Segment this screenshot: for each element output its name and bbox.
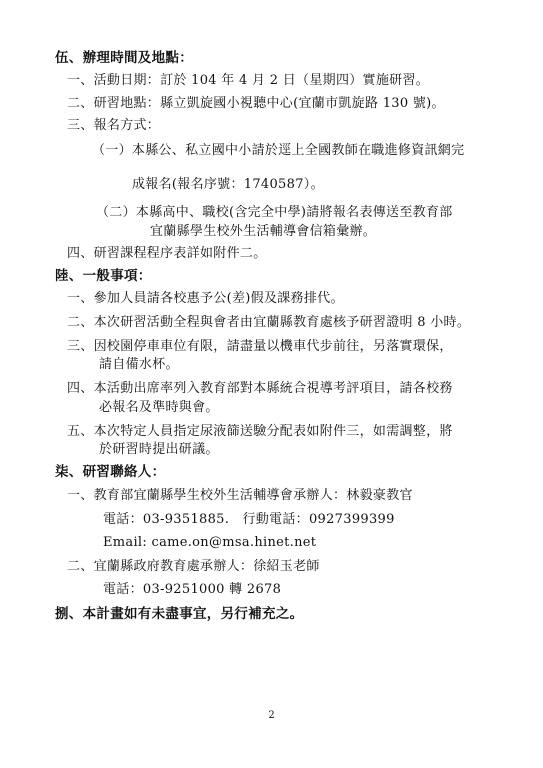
section-5-sub-1-line-1: （一）本縣公、私立國中小請於逕上全國教師在職進修資訊網完 (92, 143, 465, 158)
section-5-item-3: 三、報名方式： (67, 118, 161, 133)
section-7-item-2: 二、宜蘭縣政府教育處承辦人：徐紹玉老師 (67, 559, 320, 574)
section-6-item-3-line-1: 三、因校園停車車位有限，請盡量以機車代步前往，另落實環保， (67, 339, 453, 354)
section-7-item-1: 一、教育部宜蘭縣學生校外生活輔導會承辦人：林毅豪教官 (67, 488, 413, 503)
section-5-item-4: 四、研習課程程序表詳如附件二。 (67, 246, 267, 261)
section-5-sub-1-line-2: 成報名(報名序號：1740587）。 (132, 177, 324, 192)
section-5-sub-2-line-1: （二）本縣高中、職校(含完全中學)請將報名表傳送至教育部 (96, 205, 453, 220)
section-6-item-5-line-1: 五、本次特定人員指定尿液篩送驗分配表如附件三，如需調整，將 (67, 424, 453, 439)
section-6-item-4-line-2: 必報名及準時與會。 (99, 400, 219, 415)
section-5-item-1: 一、活動日期：訂於 104 年 4 月 2 日（星期四）實施研習。 (67, 73, 430, 88)
section-6-item-1: 一、參加人員請各校惠予公(差)假及課務排代。 (67, 291, 344, 306)
section-7-item-1-email: Email: came.on@msa.hinet.net (103, 535, 317, 550)
section-6-item-3-line-2: 請自備水杯。 (99, 357, 179, 372)
section-5-heading: 伍、辦理時間及地點： (55, 50, 193, 66)
section-5-sub-2-line-2: 宜蘭縣學生校外生活輔導會信箱彙辦。 (150, 224, 377, 239)
section-7-item-2-phone: 電話：03-9251000 轉 2678 (103, 582, 282, 597)
section-6-item-5-line-2: 於研習時提出研議。 (99, 442, 219, 457)
section-6-item-4-line-1: 四、本活動出席率列入教育部對本縣統合視導考評項目，請各校務 (67, 381, 453, 396)
section-8-heading: 捌、本計畫如有未盡事宜，另行補充之。 (55, 606, 304, 622)
section-6-item-2: 二、本次研習活動全程與會者由宜蘭縣教育處核予研習證明 8 小時。 (67, 315, 471, 330)
section-7-heading: 柒、研習聯絡人： (55, 464, 166, 480)
section-5-item-2: 二、研習地點：縣立凱旋國小視聽中心(宜蘭市凱旋路 130 號)。 (67, 96, 445, 111)
section-6-heading: 陸、一般事項： (55, 268, 152, 284)
section-7-item-1-phone: 電話：03-9351885. 行動電話：0927399399 (103, 512, 395, 527)
page-number: 2 (268, 710, 275, 721)
